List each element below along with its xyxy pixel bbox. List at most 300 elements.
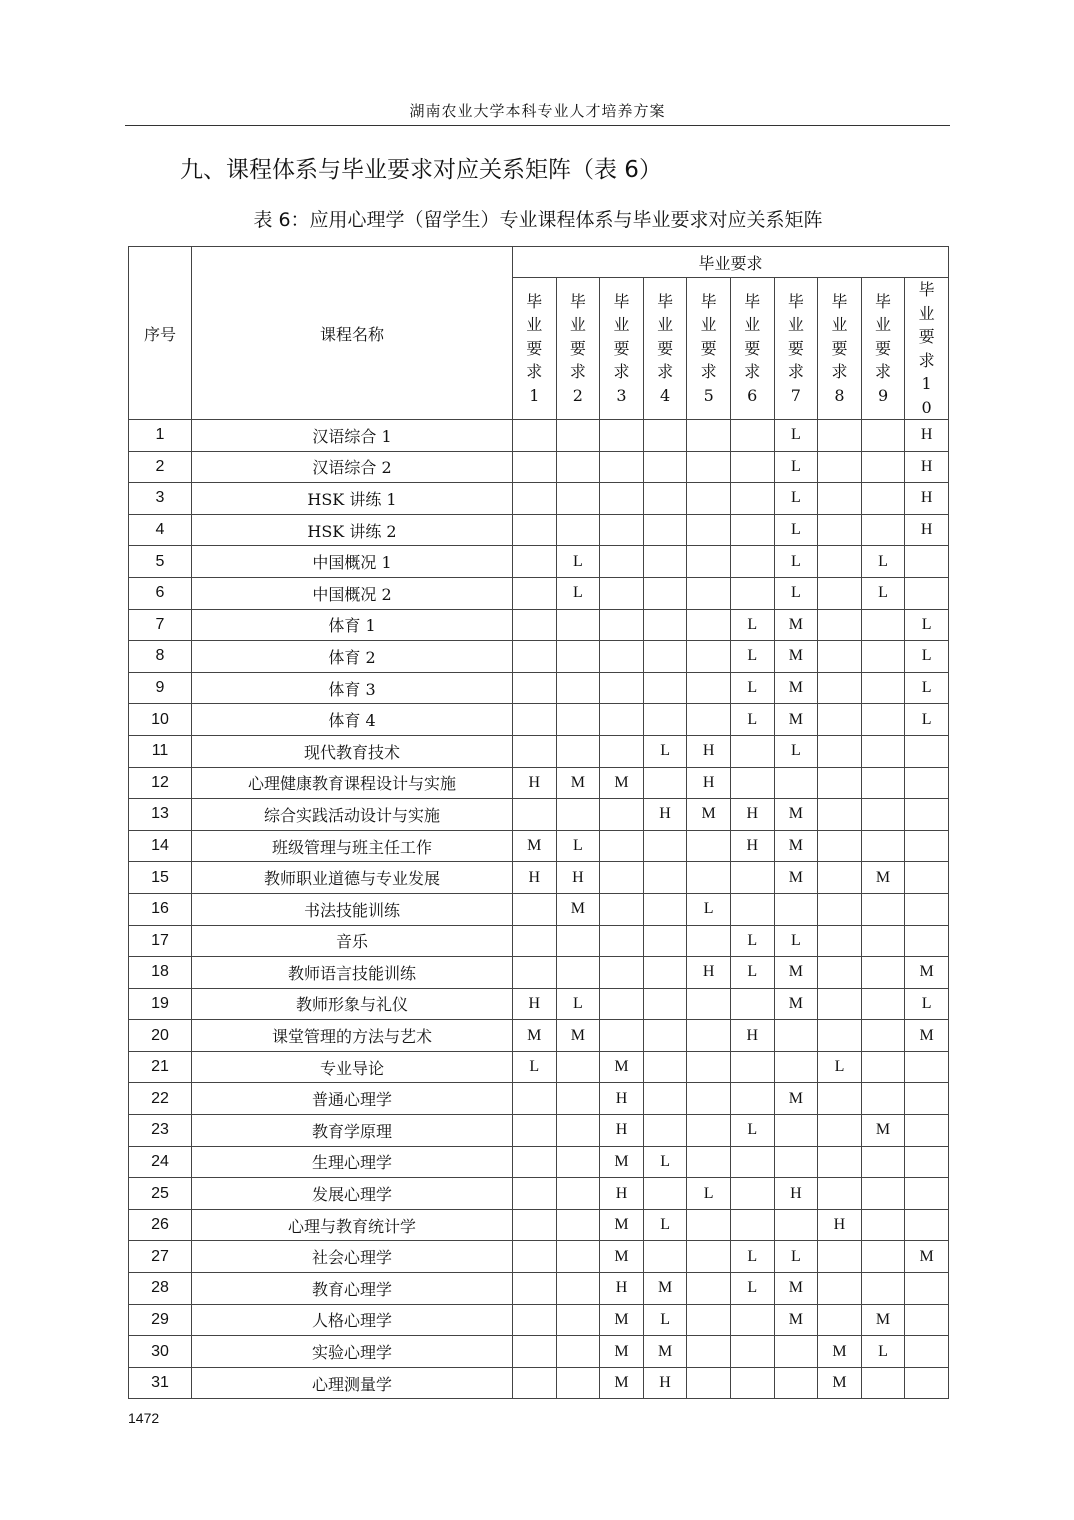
support-level-cell bbox=[556, 1336, 600, 1368]
support-level-cell: M bbox=[600, 1051, 644, 1083]
table-row bbox=[129, 893, 949, 925]
support-level-cell: L bbox=[556, 546, 600, 578]
support-level-cell bbox=[905, 767, 949, 799]
support-level-cell: L bbox=[905, 988, 949, 1020]
support-level-cell bbox=[818, 862, 862, 894]
table-row bbox=[129, 1083, 949, 1115]
table-row bbox=[129, 1241, 949, 1273]
support-level-cell bbox=[861, 609, 905, 641]
table-row bbox=[129, 1115, 949, 1147]
support-level-cell bbox=[556, 483, 600, 515]
support-level-cell bbox=[643, 988, 687, 1020]
support-level-cell: M bbox=[513, 1020, 557, 1052]
support-level-cell bbox=[861, 1209, 905, 1241]
table-row bbox=[129, 1367, 949, 1399]
support-level-cell bbox=[600, 451, 644, 483]
support-level-cell: L bbox=[730, 957, 774, 989]
support-level-cell bbox=[556, 1178, 600, 1210]
support-level-cell bbox=[905, 862, 949, 894]
support-level-cell: M bbox=[774, 862, 818, 894]
support-level-cell bbox=[643, 577, 687, 609]
row-index: 6 bbox=[129, 577, 192, 609]
course-name: 中国概况 2 bbox=[192, 577, 513, 609]
row-index: 17 bbox=[129, 925, 192, 957]
row-index: 11 bbox=[129, 735, 192, 767]
requirement-header-label: 毕业要求4 bbox=[657, 291, 674, 405]
support-level-cell bbox=[643, 1178, 687, 1210]
col-header-requirement-2 bbox=[556, 278, 600, 420]
support-level-cell bbox=[600, 735, 644, 767]
support-level-cell: L bbox=[513, 1051, 557, 1083]
table-row bbox=[129, 1051, 949, 1083]
support-level-cell: L bbox=[687, 893, 731, 925]
support-level-cell bbox=[861, 514, 905, 546]
row-index: 22 bbox=[129, 1083, 192, 1115]
row-index: 8 bbox=[129, 641, 192, 673]
course-name: 班级管理与班主任工作 bbox=[192, 830, 513, 862]
support-level-cell bbox=[600, 546, 644, 578]
support-level-cell bbox=[861, 1051, 905, 1083]
support-level-cell bbox=[643, 925, 687, 957]
course-name: 教师语言技能训练 bbox=[192, 957, 513, 989]
support-level-cell bbox=[643, 514, 687, 546]
support-level-cell bbox=[905, 1367, 949, 1399]
support-level-cell bbox=[861, 420, 905, 452]
course-name: 综合实践活动设计与实施 bbox=[192, 799, 513, 831]
course-name: 课堂管理的方法与艺术 bbox=[192, 1020, 513, 1052]
requirement-header-label: 毕业要求5 bbox=[700, 291, 717, 405]
support-level-cell bbox=[905, 1336, 949, 1368]
support-level-cell bbox=[556, 672, 600, 704]
support-level-cell bbox=[687, 862, 731, 894]
support-level-cell bbox=[556, 641, 600, 673]
support-level-cell: H bbox=[687, 957, 731, 989]
course-name: 教师形象与礼仪 bbox=[192, 988, 513, 1020]
support-level-cell: L bbox=[687, 1178, 731, 1210]
table-row bbox=[129, 1209, 949, 1241]
support-level-cell bbox=[513, 957, 557, 989]
support-level-cell: H bbox=[687, 767, 731, 799]
table-row bbox=[129, 483, 949, 515]
support-level-cell bbox=[818, 420, 862, 452]
support-level-cell: L bbox=[556, 988, 600, 1020]
support-level-cell: L bbox=[556, 577, 600, 609]
support-level-cell bbox=[556, 1051, 600, 1083]
requirements-matrix-table bbox=[128, 246, 949, 1399]
support-level-cell bbox=[687, 420, 731, 452]
support-level-cell bbox=[643, 641, 687, 673]
support-level-cell: H bbox=[905, 420, 949, 452]
support-level-cell bbox=[513, 641, 557, 673]
support-level-cell bbox=[730, 577, 774, 609]
row-index: 12 bbox=[129, 767, 192, 799]
support-level-cell bbox=[687, 577, 731, 609]
support-level-cell bbox=[905, 1273, 949, 1305]
course-name: 心理健康教育课程设计与实施 bbox=[192, 767, 513, 799]
support-level-cell bbox=[556, 1273, 600, 1305]
support-level-cell bbox=[818, 1020, 862, 1052]
support-level-cell bbox=[818, 704, 862, 736]
support-level-cell: L bbox=[730, 704, 774, 736]
support-level-cell: L bbox=[905, 672, 949, 704]
col-header-requirement-6 bbox=[730, 278, 774, 420]
support-level-cell: M bbox=[818, 1367, 862, 1399]
support-level-cell bbox=[730, 862, 774, 894]
support-level-cell bbox=[861, 1367, 905, 1399]
support-level-cell bbox=[818, 988, 862, 1020]
col-header-requirement-8 bbox=[818, 278, 862, 420]
support-level-cell: L bbox=[643, 735, 687, 767]
support-level-cell: L bbox=[643, 1146, 687, 1178]
row-index: 29 bbox=[129, 1304, 192, 1336]
support-level-cell: H bbox=[600, 1115, 644, 1147]
support-level-cell: M bbox=[774, 672, 818, 704]
row-index: 10 bbox=[129, 704, 192, 736]
support-level-cell: L bbox=[774, 735, 818, 767]
table-row bbox=[129, 1178, 949, 1210]
support-level-cell: H bbox=[687, 735, 731, 767]
support-level-cell bbox=[818, 735, 862, 767]
support-level-cell: H bbox=[818, 1209, 862, 1241]
support-level-cell bbox=[818, 1273, 862, 1305]
row-index: 25 bbox=[129, 1178, 192, 1210]
table-row bbox=[129, 735, 949, 767]
support-level-cell: L bbox=[905, 609, 949, 641]
support-level-cell bbox=[905, 1115, 949, 1147]
support-level-cell: M bbox=[774, 1273, 818, 1305]
support-level-cell bbox=[643, 830, 687, 862]
support-level-cell bbox=[687, 1367, 731, 1399]
support-level-cell bbox=[861, 957, 905, 989]
row-index: 30 bbox=[129, 1336, 192, 1368]
course-name: 现代教育技术 bbox=[192, 735, 513, 767]
support-level-cell bbox=[513, 735, 557, 767]
support-level-cell: M bbox=[600, 767, 644, 799]
support-level-cell: M bbox=[774, 830, 818, 862]
col-header-requirement-5 bbox=[687, 278, 731, 420]
support-level-cell bbox=[513, 1241, 557, 1273]
support-level-cell bbox=[818, 767, 862, 799]
support-level-cell bbox=[687, 546, 731, 578]
requirement-header-label: 毕业要求2 bbox=[569, 291, 586, 405]
support-level-cell bbox=[600, 641, 644, 673]
course-name: 实验心理学 bbox=[192, 1336, 513, 1368]
support-level-cell: L bbox=[774, 546, 818, 578]
support-level-cell bbox=[556, 1146, 600, 1178]
row-index: 15 bbox=[129, 862, 192, 894]
page-number: 1472 bbox=[128, 1410, 160, 1426]
support-level-cell bbox=[905, 546, 949, 578]
support-level-cell bbox=[643, 420, 687, 452]
support-level-cell bbox=[513, 672, 557, 704]
support-level-cell: M bbox=[556, 893, 600, 925]
support-level-cell bbox=[905, 735, 949, 767]
table-row bbox=[129, 957, 949, 989]
support-level-cell bbox=[513, 577, 557, 609]
support-level-cell: L bbox=[774, 514, 818, 546]
support-level-cell bbox=[600, 514, 644, 546]
support-level-cell bbox=[905, 1146, 949, 1178]
support-level-cell bbox=[905, 1209, 949, 1241]
support-level-cell bbox=[556, 799, 600, 831]
support-level-cell: M bbox=[861, 1304, 905, 1336]
table-row bbox=[129, 988, 949, 1020]
support-level-cell bbox=[774, 893, 818, 925]
support-level-cell bbox=[643, 893, 687, 925]
support-level-cell bbox=[600, 609, 644, 641]
support-level-cell: H bbox=[513, 767, 557, 799]
support-level-cell bbox=[818, 830, 862, 862]
support-level-cell bbox=[687, 1020, 731, 1052]
row-index: 24 bbox=[129, 1146, 192, 1178]
requirement-header-label: 毕业要求3 bbox=[613, 291, 630, 405]
support-level-cell bbox=[861, 830, 905, 862]
course-name: 书法技能训练 bbox=[192, 893, 513, 925]
support-level-cell bbox=[600, 704, 644, 736]
support-level-cell bbox=[818, 1146, 862, 1178]
support-level-cell: M bbox=[600, 1209, 644, 1241]
support-level-cell bbox=[905, 1051, 949, 1083]
support-level-cell: H bbox=[643, 799, 687, 831]
support-level-cell bbox=[513, 1336, 557, 1368]
support-level-cell bbox=[905, 1083, 949, 1115]
support-level-cell bbox=[774, 1209, 818, 1241]
support-level-cell bbox=[730, 1178, 774, 1210]
header-divider bbox=[125, 125, 950, 126]
support-level-cell bbox=[600, 420, 644, 452]
support-level-cell: M bbox=[774, 1304, 818, 1336]
support-level-cell bbox=[513, 799, 557, 831]
support-level-cell bbox=[818, 925, 862, 957]
table-row bbox=[129, 799, 949, 831]
table-row bbox=[129, 1020, 949, 1052]
support-level-cell bbox=[861, 641, 905, 673]
table-row bbox=[129, 577, 949, 609]
support-level-cell bbox=[730, 1367, 774, 1399]
table-row bbox=[129, 672, 949, 704]
course-name: 体育 4 bbox=[192, 704, 513, 736]
support-level-cell bbox=[818, 799, 862, 831]
support-level-cell: H bbox=[600, 1083, 644, 1115]
support-level-cell bbox=[643, 1115, 687, 1147]
support-level-cell bbox=[687, 1336, 731, 1368]
support-level-cell: L bbox=[861, 546, 905, 578]
support-level-cell: M bbox=[556, 1020, 600, 1052]
support-level-cell bbox=[513, 1209, 557, 1241]
support-level-cell bbox=[556, 704, 600, 736]
support-level-cell bbox=[730, 1336, 774, 1368]
support-level-cell bbox=[730, 420, 774, 452]
support-level-cell: L bbox=[774, 451, 818, 483]
row-index: 27 bbox=[129, 1241, 192, 1273]
support-level-cell bbox=[600, 1020, 644, 1052]
support-level-cell: H bbox=[600, 1273, 644, 1305]
support-level-cell bbox=[905, 577, 949, 609]
support-level-cell bbox=[774, 1020, 818, 1052]
support-level-cell bbox=[687, 483, 731, 515]
row-index: 3 bbox=[129, 483, 192, 515]
support-level-cell: M bbox=[774, 1083, 818, 1115]
support-level-cell bbox=[513, 514, 557, 546]
support-level-cell bbox=[643, 862, 687, 894]
support-level-cell bbox=[774, 1336, 818, 1368]
support-level-cell: M bbox=[774, 704, 818, 736]
row-index: 18 bbox=[129, 957, 192, 989]
support-level-cell bbox=[687, 1241, 731, 1273]
requirement-header-label: 毕业要求9 bbox=[875, 291, 892, 405]
support-level-cell bbox=[687, 1083, 731, 1115]
table-row bbox=[129, 609, 949, 641]
support-level-cell: H bbox=[600, 1178, 644, 1210]
row-index: 2 bbox=[129, 451, 192, 483]
table-row bbox=[129, 420, 949, 452]
row-index: 9 bbox=[129, 672, 192, 704]
support-level-cell bbox=[513, 1304, 557, 1336]
support-level-cell bbox=[818, 672, 862, 704]
row-index: 4 bbox=[129, 514, 192, 546]
course-name: 生理心理学 bbox=[192, 1146, 513, 1178]
support-level-cell: L bbox=[730, 1115, 774, 1147]
requirement-header-label: 毕业要求7 bbox=[787, 291, 804, 405]
support-level-cell: M bbox=[600, 1367, 644, 1399]
course-name: 体育 2 bbox=[192, 641, 513, 673]
support-level-cell: H bbox=[556, 862, 600, 894]
support-level-cell: L bbox=[730, 925, 774, 957]
support-level-cell bbox=[861, 451, 905, 483]
support-level-cell bbox=[905, 925, 949, 957]
support-level-cell bbox=[774, 1367, 818, 1399]
support-level-cell bbox=[643, 1241, 687, 1273]
row-index: 16 bbox=[129, 893, 192, 925]
support-level-cell bbox=[600, 925, 644, 957]
support-level-cell bbox=[556, 451, 600, 483]
requirement-header-label: 毕业要求8 bbox=[831, 291, 848, 405]
col-header-requirement-7 bbox=[774, 278, 818, 420]
support-level-cell bbox=[861, 735, 905, 767]
support-level-cell bbox=[687, 925, 731, 957]
support-level-cell bbox=[687, 1051, 731, 1083]
course-name: 中国概况 1 bbox=[192, 546, 513, 578]
support-level-cell bbox=[643, 483, 687, 515]
support-level-cell bbox=[905, 1304, 949, 1336]
support-level-cell bbox=[730, 893, 774, 925]
support-level-cell bbox=[687, 451, 731, 483]
support-level-cell: L bbox=[730, 672, 774, 704]
support-level-cell bbox=[687, 641, 731, 673]
support-level-cell bbox=[513, 546, 557, 578]
support-level-cell bbox=[556, 1209, 600, 1241]
row-index: 19 bbox=[129, 988, 192, 1020]
support-level-cell: M bbox=[861, 862, 905, 894]
support-level-cell: M bbox=[643, 1336, 687, 1368]
row-index: 14 bbox=[129, 830, 192, 862]
course-name: 人格心理学 bbox=[192, 1304, 513, 1336]
support-level-cell: H bbox=[513, 862, 557, 894]
col-header-requirement-10 bbox=[905, 278, 949, 420]
support-level-cell bbox=[600, 672, 644, 704]
course-name: 社会心理学 bbox=[192, 1241, 513, 1273]
support-level-cell: M bbox=[774, 957, 818, 989]
support-level-cell bbox=[861, 1083, 905, 1115]
requirement-header-label: 毕业要求1 bbox=[526, 291, 543, 405]
support-level-cell: L bbox=[730, 1273, 774, 1305]
support-level-cell bbox=[513, 451, 557, 483]
support-level-cell bbox=[556, 1115, 600, 1147]
table-row bbox=[129, 925, 949, 957]
support-level-cell bbox=[861, 767, 905, 799]
course-name: HSK 讲练 2 bbox=[192, 514, 513, 546]
support-level-cell bbox=[905, 893, 949, 925]
support-level-cell bbox=[730, 1051, 774, 1083]
support-level-cell bbox=[513, 1367, 557, 1399]
course-name: 教师职业道德与专业发展 bbox=[192, 862, 513, 894]
support-level-cell: L bbox=[643, 1209, 687, 1241]
support-level-cell bbox=[643, 767, 687, 799]
support-level-cell bbox=[861, 704, 905, 736]
support-level-cell: H bbox=[730, 1020, 774, 1052]
support-level-cell bbox=[861, 1241, 905, 1273]
support-level-cell: L bbox=[730, 609, 774, 641]
table-row bbox=[129, 451, 949, 483]
support-level-cell: M bbox=[643, 1273, 687, 1305]
support-level-cell bbox=[600, 988, 644, 1020]
support-level-cell bbox=[730, 1083, 774, 1115]
support-level-cell: L bbox=[861, 577, 905, 609]
support-level-cell bbox=[861, 893, 905, 925]
support-level-cell: M bbox=[600, 1146, 644, 1178]
support-level-cell: M bbox=[774, 641, 818, 673]
requirement-header-label: 毕业要求6 bbox=[744, 291, 761, 405]
support-level-cell: L bbox=[818, 1051, 862, 1083]
support-level-cell bbox=[687, 1115, 731, 1147]
support-level-cell bbox=[861, 1020, 905, 1052]
support-level-cell bbox=[513, 1273, 557, 1305]
support-level-cell bbox=[905, 799, 949, 831]
support-level-cell bbox=[905, 1178, 949, 1210]
running-header: 湖南农业大学本科专业人才培养方案 bbox=[409, 102, 666, 120]
support-level-cell bbox=[556, 420, 600, 452]
requirement-header-label: 毕业要求10 bbox=[918, 280, 935, 417]
support-level-cell bbox=[643, 609, 687, 641]
col-header-requirement-1 bbox=[513, 278, 557, 420]
table-row bbox=[129, 1336, 949, 1368]
support-level-cell: M bbox=[905, 1241, 949, 1273]
support-level-cell: L bbox=[774, 420, 818, 452]
row-index: 5 bbox=[129, 546, 192, 578]
support-level-cell: M bbox=[774, 799, 818, 831]
support-level-cell bbox=[513, 893, 557, 925]
support-level-cell bbox=[818, 451, 862, 483]
support-level-cell: L bbox=[730, 1241, 774, 1273]
support-level-cell bbox=[513, 1146, 557, 1178]
support-level-cell: H bbox=[905, 483, 949, 515]
support-level-cell bbox=[556, 1367, 600, 1399]
support-level-cell bbox=[861, 925, 905, 957]
row-index: 21 bbox=[129, 1051, 192, 1083]
support-level-cell bbox=[687, 1304, 731, 1336]
support-level-cell: L bbox=[730, 641, 774, 673]
support-level-cell bbox=[730, 988, 774, 1020]
support-level-cell bbox=[905, 830, 949, 862]
course-name: 音乐 bbox=[192, 925, 513, 957]
course-name: 教育心理学 bbox=[192, 1273, 513, 1305]
support-level-cell bbox=[687, 830, 731, 862]
support-level-cell bbox=[643, 451, 687, 483]
support-level-cell: L bbox=[556, 830, 600, 862]
support-level-cell bbox=[600, 483, 644, 515]
support-level-cell bbox=[600, 957, 644, 989]
course-name: 体育 1 bbox=[192, 609, 513, 641]
